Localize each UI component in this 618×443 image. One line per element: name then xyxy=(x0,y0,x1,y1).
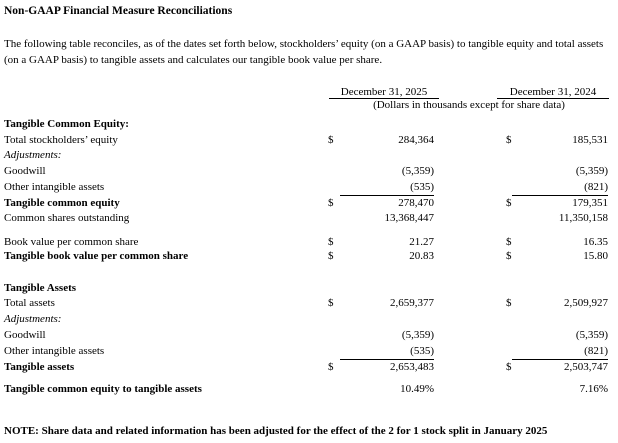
table-row xyxy=(0,133,618,148)
page-title: Non-GAAP Financial Measure Reconciliations xyxy=(4,5,233,17)
value-2024: 15.80 xyxy=(583,250,608,262)
value-2025: 21.27 xyxy=(409,236,434,248)
row-label: Tangible common equity to tangible assets xyxy=(4,383,202,395)
dollar-sign-2024: $ xyxy=(506,250,512,262)
value-2024: 16.35 xyxy=(583,236,608,248)
dollar-sign-2025: $ xyxy=(328,197,334,209)
table-row xyxy=(0,312,618,327)
row-label: Other intangible assets xyxy=(4,345,105,357)
table-row xyxy=(0,164,618,179)
table-row xyxy=(0,117,618,132)
footnote: NOTE: Share data and related information has been adjusted for the effect of the 2 for 1 stock split in January 2025 xyxy=(4,425,548,437)
table-row xyxy=(0,148,618,163)
dollar-sign-2024: $ xyxy=(506,297,512,309)
table-row xyxy=(0,211,618,226)
row-label: Total stockholders’ equity xyxy=(4,134,118,146)
value-2024: 11,350,158 xyxy=(558,212,608,224)
value-2025: 284,364 xyxy=(398,134,434,146)
row-label: Goodwill xyxy=(4,329,46,341)
dollar-sign-2025: $ xyxy=(328,134,334,146)
value-2025: (5,359) xyxy=(401,165,434,177)
row-label: Common shares outstanding xyxy=(4,212,130,224)
row-label: Total assets xyxy=(4,297,55,309)
value-2024: 185,531 xyxy=(572,134,608,146)
value-2025: 2,659,377 xyxy=(390,297,434,309)
table-row xyxy=(0,196,618,211)
intro-paragraph: The following table reconciles, as of the dates set forth below, stockholders’ equity (on a GAAP basis) to tangible equity and total assets (on a GAAP basis) to tangible assets and calculates our tangible book value per share. xyxy=(4,38,604,66)
dollar-sign-2025: $ xyxy=(328,250,334,262)
row-label: Tangible Assets xyxy=(4,282,77,294)
value-2025: (535) xyxy=(340,180,434,196)
value-2024: (5,359) xyxy=(575,329,608,341)
value-2024: (821) xyxy=(512,180,608,196)
column-subheader: (Dollars in thousands except for share data) xyxy=(373,99,565,111)
column-header-2024: December 31, 2024 xyxy=(497,86,609,99)
row-label: Goodwill xyxy=(4,165,46,177)
row-label: Adjustments: xyxy=(4,149,62,161)
row-label: Book value per common share xyxy=(4,236,139,248)
value-2024: 7.16% xyxy=(579,383,608,395)
value-2025: 10.49% xyxy=(400,383,434,395)
value-2025: 20.83 xyxy=(409,250,434,262)
value-2024: 2,509,927 xyxy=(564,297,608,309)
value-2024: 179,351 xyxy=(572,197,608,209)
row-label: Tangible Common Equity: xyxy=(4,118,129,130)
dollar-sign-2024: $ xyxy=(506,134,512,146)
row-label: Tangible book value per common share xyxy=(4,250,189,262)
dollar-sign-2025: $ xyxy=(328,236,334,248)
table-row xyxy=(0,382,618,397)
dollar-sign-2024: $ xyxy=(506,361,512,373)
value-2025: 278,470 xyxy=(398,197,434,209)
table-row xyxy=(0,296,618,311)
dollar-sign-2024: $ xyxy=(506,197,512,209)
row-label: Other intangible assets xyxy=(4,181,105,193)
value-2024: (5,359) xyxy=(575,165,608,177)
table-row xyxy=(0,328,618,343)
table-row xyxy=(0,344,618,359)
value-2025: (535) xyxy=(340,344,434,360)
dollar-sign-2025: $ xyxy=(328,361,334,373)
value-2025: (5,359) xyxy=(401,329,434,341)
column-header-2025: December 31, 2025 xyxy=(329,86,439,99)
value-2024: (821) xyxy=(512,344,608,360)
table-row xyxy=(0,235,618,250)
table-row xyxy=(0,180,618,195)
value-2025: 13,368,447 xyxy=(384,212,434,224)
table-row xyxy=(0,281,618,296)
row-label: Adjustments: xyxy=(4,313,62,325)
dollar-sign-2025: $ xyxy=(328,297,334,309)
value-2024: 2,503,747 xyxy=(564,361,608,373)
row-label: Tangible common equity xyxy=(4,197,120,209)
dollar-sign-2024: $ xyxy=(506,236,512,248)
table-row xyxy=(0,360,618,375)
row-label: Tangible assets xyxy=(4,361,75,373)
value-2025: 2,653,483 xyxy=(390,361,434,373)
table-row xyxy=(0,249,618,264)
